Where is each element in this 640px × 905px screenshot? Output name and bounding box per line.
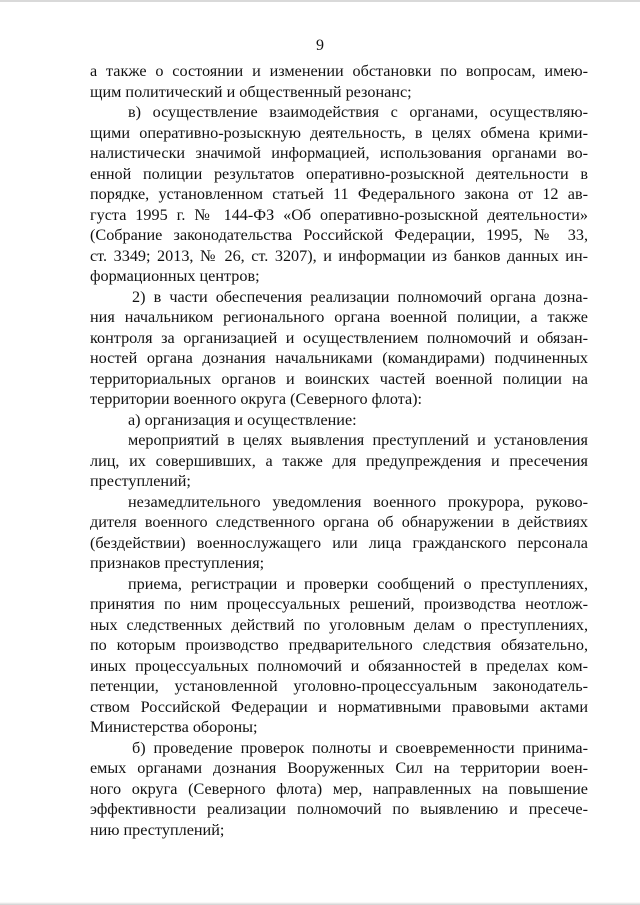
- text-line: территории военного округа (Северного флота):: [90, 390, 423, 408]
- text-line: дителя военного следственного органа об обнаружении в действиях: [90, 513, 588, 531]
- text-line: признаков преступления;: [90, 554, 265, 572]
- text-line: (Собрание законодательства Российской Федерации, 1995, № 33,: [90, 226, 588, 244]
- paragraph-item-2: [90, 287, 588, 410]
- text-line: приема, регистрации и проверки сообщений о преступлениях,: [128, 574, 588, 593]
- text-line: лиц, их совершивших, а также для предупреждения и пресечения: [90, 451, 588, 470]
- scan-edge-top: [0, 0, 640, 2]
- paragraph-item-v: [90, 102, 588, 287]
- text-line: контроля за организацией и осуществлением полномочий и обязан-: [90, 328, 588, 347]
- text-line: ния начальником регионального органа военной полиции, а также: [90, 308, 588, 326]
- text-line: нию преступлений;: [90, 820, 225, 839]
- text-line: а также о состоянии и изменении обстановки по вопросам, имею-: [90, 62, 588, 80]
- text-line: ст. 3349; 2013, № 26, ст. 3207), и информации из банков данных ин-: [90, 246, 588, 265]
- text-line: б) проведение проверок полноты и своевременности принима-: [132, 738, 588, 757]
- paragraph-continuation: [90, 61, 588, 102]
- text-line: по которым производство предварительного следствия обязательно,: [90, 636, 588, 654]
- page-number: 9: [316, 37, 324, 54]
- text-line: мероприятий в целях выявления преступлений и установления: [128, 431, 588, 449]
- text-line: принятия по ним процессуальных решений, производства неотлож-: [90, 595, 588, 613]
- text-line: ного округа (Северного флота) мер, направленных на повышение: [90, 779, 588, 798]
- text-line: 2) в части обеспечения реализации полномочий органа дозна-: [132, 287, 588, 306]
- text-line: ностей органа дознания начальниками (командирами) подчиненных: [90, 349, 588, 367]
- text-line: щим политический и общественный резонанс;: [90, 82, 412, 101]
- text-line: Министерства обороны;: [90, 718, 258, 736]
- text-line: петенции, установленной уголовно-процессуальным законодатель-: [90, 677, 588, 695]
- document-body: [90, 61, 588, 840]
- text-line: порядке, установленном статьей 11 Федерального закона от 12 ав-: [90, 185, 588, 203]
- text-line: ством Российской Федерации и нормативными правовыми актами: [90, 697, 588, 716]
- text-line: иных процессуальных полномочий и обязанностей в пределах ком-: [90, 656, 588, 675]
- text-line: налистически значимой информацией, использования органами во-: [90, 144, 588, 162]
- paragraph-measures: [90, 430, 588, 492]
- text-line: в) осуществление взаимодействия с органами, осуществляю-: [128, 103, 588, 121]
- paragraph-item-a: [90, 410, 588, 431]
- text-line: енной полиции результатов оперативно-розыскной деятельности в: [90, 164, 588, 183]
- text-line: формационных центров;: [90, 267, 260, 285]
- text-line: ных следственных действий по уголовным делам о преступлениях,: [90, 615, 588, 634]
- text-line: эффективности реализации полномочий по выявлению и пресече-: [90, 800, 588, 818]
- text-line: емых органами дознания Вооруженных Сил на территории воен-: [90, 759, 588, 777]
- text-line: густа 1995 г. № 144-ФЗ «Об оперативно-розыскной деятельности»: [90, 205, 588, 224]
- text-line: щими оперативно-розыскную деятельность, в целях обмена крими-: [90, 123, 588, 142]
- paragraph-reception: [90, 574, 588, 738]
- text-line: территориальных органов и воинских частей военной полиции на: [90, 369, 588, 388]
- paragraph-item-b: [90, 738, 588, 841]
- text-line: (бездействии) военнослужащего или лица гражданского персонала: [90, 533, 588, 552]
- paragraph-notification: [90, 492, 588, 574]
- text-line: преступлений;: [90, 472, 191, 490]
- text-line: незамедлительного уведомления военного прокурора, руково-: [128, 492, 588, 511]
- text-line: а) организация и осуществление:: [128, 410, 357, 429]
